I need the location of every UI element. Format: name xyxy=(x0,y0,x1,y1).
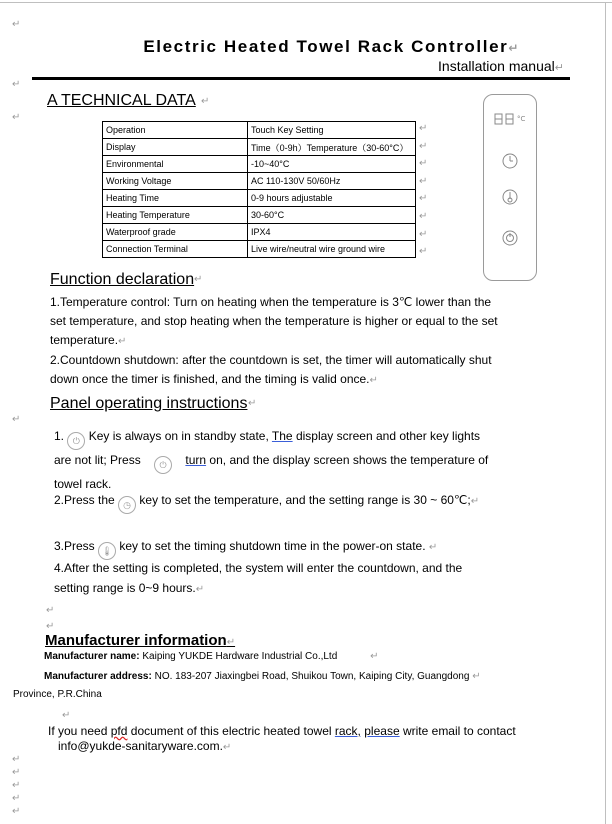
instruction-1 xyxy=(54,426,500,495)
tech-heading xyxy=(47,92,196,110)
manufacturer-name: Manufacturer name: Kaiping YUKDE Hardware Industrial Co.,Ltd ↵ xyxy=(44,651,379,662)
paragraph-mark: ↵ xyxy=(12,19,21,30)
paragraph-mark: ↵ xyxy=(12,780,21,791)
tech-heading-text: A TECHNICAL DATA xyxy=(47,92,196,109)
spec-value: IPX4 xyxy=(248,224,416,241)
paragraph-mark: ↵ xyxy=(194,274,203,285)
function-text-1: 1.Temperature control: Turn on heating when the temperature is 3℃ lower than the set temperature, and stop heating when the temperature is higher or equal to the set temperature. xyxy=(50,295,498,347)
instruction-3-text-b: key to set the timing shutdown time in the power-on state. xyxy=(119,539,426,553)
contact-text-f: write email to contact xyxy=(402,724,516,738)
power-icon: ⏻ xyxy=(67,432,85,450)
svg-text:°C: °C xyxy=(517,115,526,123)
clock-icon: ◷ xyxy=(118,496,136,514)
paragraph-mark: ↵ xyxy=(12,414,21,425)
paragraph-mark: ↵ xyxy=(201,96,210,107)
document-subtitle-text: Installation manual xyxy=(438,58,555,74)
spec-value: -10~40°C xyxy=(248,156,416,173)
manufacturer-address: Manufacturer address: NO. 183-207 Jiaxingbei Road, Shuikou Town, Kaiping City, Guangdong ↵ xyxy=(44,671,481,682)
page-margin-line-right xyxy=(605,2,606,824)
row-marks: ↵ ↵ ↵ ↵ ↵ ↵ ↵ ↵ xyxy=(419,123,428,258)
instruction-1-text-d: turn xyxy=(185,453,207,467)
instruction-2: 2.Press the ◷ key to set the temperature, and the setting range is 30 ~ 60℃;↵ xyxy=(54,489,484,514)
power-icon xyxy=(503,231,517,245)
contact-text-d: rack, xyxy=(334,724,361,738)
spec-value: 0-9 hours adjustable xyxy=(248,190,416,207)
document-subtitle: Installation manual↵ xyxy=(438,58,564,74)
instruction-3: 3.Press 🌡 key to set the timing shutdown time in the power-on state. ↵ xyxy=(54,537,504,560)
instruction-1-text-c: display screen and other key lights are not lit; Press xyxy=(54,429,481,467)
function-text-2: 2.Countdown shutdown: after the countdown is set, the timer will automatically shut down once the timer is finished, and the timing is valid once. xyxy=(50,353,492,386)
title-rule xyxy=(32,77,570,80)
paragraph-mark: ↵ xyxy=(12,806,21,817)
spec-value: 30-60°C xyxy=(248,207,416,224)
spec-value: Live wire/neutral wire ground wire xyxy=(248,241,416,258)
function-paragraph-2: 2.Countdown shutdown: after the countdown is set, the timer will automatically shut down once the timer is finished, and the timing is valid once.↵ xyxy=(50,353,492,386)
document-title-text: Electric Heated Towel Rack Controller xyxy=(143,37,509,56)
function-heading xyxy=(50,271,194,289)
instruction-2-text-b: key to set the temperature, and the setting range is 30 ~ 60℃; xyxy=(139,493,471,507)
instruction-4-text: 4.After the setting is completed, the system will enter the countdown, and the setting range is 0~9 hours. xyxy=(54,561,463,595)
instruction-1-text-a: Key is always on in standby state, xyxy=(88,429,269,443)
thermometer-icon: 🌡 xyxy=(98,542,116,560)
panel-ops-heading-text: Panel operating instructions xyxy=(50,395,248,412)
spec-key: Waterproof grade xyxy=(103,224,248,241)
instruction-1-text-e: on, and the display screen shows the temperature of towel rack. xyxy=(54,453,489,491)
document-title: Electric Heated Towel Rack Controller↵ xyxy=(143,37,520,56)
spec-row xyxy=(103,173,416,190)
controller-panel-graphic xyxy=(484,95,536,280)
manufacturer-heading-text: Manufacturer information xyxy=(45,632,227,649)
spec-row xyxy=(103,190,416,207)
paragraph-mark: ↵ xyxy=(62,710,71,721)
contact-text-e: please xyxy=(364,724,400,738)
spec-row xyxy=(103,156,416,173)
manufacturer-address-value-line2: Province, P.R.China xyxy=(13,689,102,700)
contact-text-b: pfd xyxy=(110,724,128,738)
function-paragraph-1: 1.Temperature control: Turn on heating when the temperature is 3℃ lower than the set temperature, and stop heating when the temperature is higher or equal to the set temperature.↵ xyxy=(50,295,498,347)
paragraph-mark: ↵ xyxy=(248,398,257,409)
spec-value: Time（0-9h）Temperature（30-60°C） xyxy=(248,139,416,156)
tech-spec-table xyxy=(102,121,416,258)
function-heading-text: Function declaration xyxy=(50,271,195,288)
instruction-4: 4.After the setting is completed, the system will enter the countdown, and the setting range is 0~9 hours.↵ xyxy=(54,561,463,595)
thermometer-icon xyxy=(503,190,517,204)
spec-key: Display xyxy=(103,139,248,156)
spec-value: AC 110-130V 50/60Hz xyxy=(248,173,416,190)
contact-text-c: document of this electric heated towel xyxy=(130,724,332,738)
paragraph-mark: ↵ xyxy=(12,754,21,765)
manufacturer-address-line2 xyxy=(13,689,102,700)
spec-key: Working Voltage xyxy=(103,173,248,190)
instruction-3-text-a: 3.Press xyxy=(54,539,95,553)
paragraph-mark: ↵ xyxy=(46,605,55,616)
spec-key: Heating Time xyxy=(103,190,248,207)
manufacturer-address-label: Manufacturer address: xyxy=(44,671,152,682)
spec-row xyxy=(103,122,416,139)
paragraph-mark: ↵ xyxy=(12,793,21,804)
manufacturer-name-label: Manufacturer name: xyxy=(44,651,140,662)
spec-key: Connection Terminal xyxy=(103,241,248,258)
spec-value: Touch Key Setting xyxy=(248,122,416,139)
manufacturer-address-value-line1: NO. 183-207 Jiaxingbei Road, Shuikou Town, Kaiping City, Guangdong xyxy=(154,671,470,682)
paragraph-mark: ↵ xyxy=(12,112,21,123)
spec-key: Environmental xyxy=(103,156,248,173)
instruction-1-text-b: The xyxy=(271,429,293,443)
spec-key: Heating Temperature xyxy=(103,207,248,224)
manufacturer-heading: Manufacturer information↵ xyxy=(45,632,236,649)
contact-paragraph: If you need pfd document of this electric heated towel rack, please write email to contact info@yukde-sanitaryware.com.↵ xyxy=(48,724,516,753)
page-margin-line-top xyxy=(0,2,612,3)
panel-ops-heading xyxy=(50,395,247,413)
paragraph-mark: ↵ xyxy=(12,767,21,778)
spec-row xyxy=(103,139,416,156)
paragraph-mark: ↵ xyxy=(46,621,55,632)
power-icon: ⏻ xyxy=(154,456,172,474)
instruction-2-text-a: 2.Press the xyxy=(54,493,115,507)
paragraph-mark: ↵ xyxy=(12,79,21,90)
controller-panel-illustration xyxy=(483,94,537,281)
contact-text-a: If you need xyxy=(48,724,108,738)
instruction-1-number: 1. xyxy=(54,429,65,443)
spec-key: Operation xyxy=(103,122,248,139)
spec-row xyxy=(103,241,416,258)
contact-email[interactable]: info@yukde-sanitaryware.com. xyxy=(58,739,223,753)
spec-row xyxy=(103,224,416,241)
clock-icon xyxy=(503,154,517,168)
manufacturer-name-value: Kaiping YUKDE Hardware Industrial Co.,Ltd xyxy=(142,651,338,662)
spec-row xyxy=(103,207,416,224)
